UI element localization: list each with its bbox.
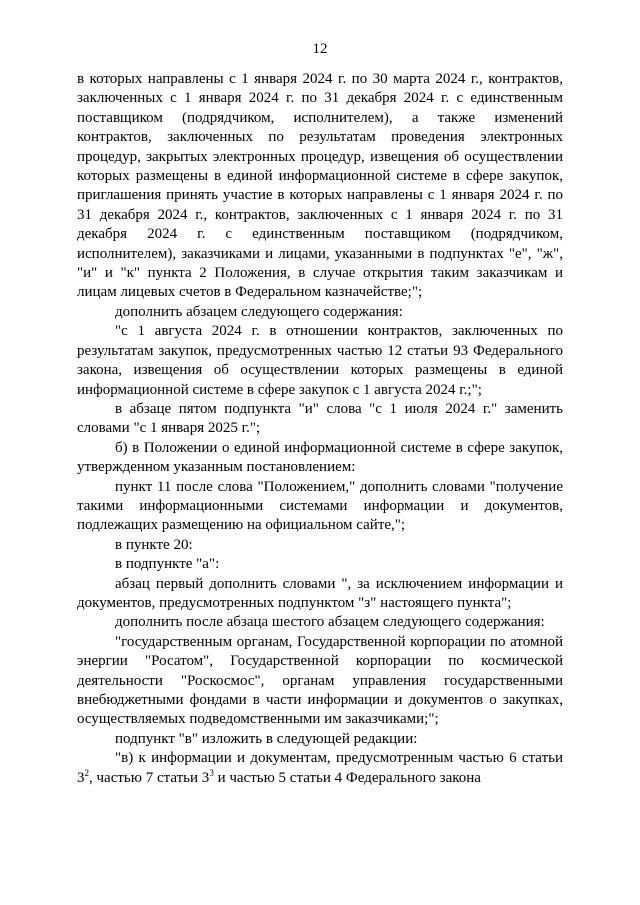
- paragraph: подпункт "в" изложить в следующей редакции:: [115, 730, 418, 747]
- paragraph: "государственным органам, Государственной корпорации по атомной энергии "Росатом", Государственной корпорации по космической деятельности "Роскосмос", органам управления государственными внебюджетными фондами в части информации и документов о закупках, осуществляемых подведомственными им заказчиками;";: [77, 633, 563, 728]
- paragraph: абзац первый дополнить словами ", за исключением информации и документов, предусмотренных подпунктом "з" настоящего пункта";: [77, 575, 563, 611]
- paragraph: в которых направлены с 1 января 2024 г. по 30 марта 2024 г., контрактов, заключенных с 1 января 2024 г. по 31 декабря 2024 г. с единственным поставщиком (подрядчиком, исполнителем), а также изменений контрактов, заключенных по результатам проведения электронных процедур, закрытых электронных процедур, извещения об осуществлении которых размещены в единой информационной системе в сфере закупок, приглашения принять участие в которых направлены с 1 января 2024 г. по 31 декабря 2024 г., контрактов, заключенных с 1 января 2024 г. по 31 декабря 2024 г. с единственным поставщиком (подрядчиком, исполнителем), заказчиками и лицами, указанными в подпунктах "е", "ж", "и" и "к" пункта 2 Положения, в случае открытия таким заказчикам и лицам лицевых счетов в Федеральном казначействе;";: [77, 71, 563, 301]
- text-run: , частью 7 статьи 3: [89, 769, 210, 786]
- paragraph: дополнить абзацем следующего содержания:: [115, 303, 403, 320]
- superscript: 3: [209, 767, 214, 778]
- paragraph-last: [77, 749, 563, 788]
- paragraph: в подпункте "а":: [115, 556, 220, 573]
- page-number: 12: [312, 41, 328, 57]
- paragraph: в пункте 20:: [115, 536, 193, 553]
- paragraph: пункт 11 после слова "Положением," дополнить словами "получение такими информационными системами информации и документов, подлежащих размещению на официальном сайте,";: [77, 478, 563, 534]
- body-text: [77, 70, 563, 788]
- paragraph: в абзаце пятом подпункта "и" слова "с 1 июля 2024 г." заменить словами "с 1 января 2025 г.";: [77, 400, 563, 437]
- paragraph: б) в Положении о единой информационной системе в сфере закупок, утвержденном указанным постановлением:: [77, 439, 563, 476]
- paragraph: "с 1 августа 2024 г. в отношении контрактов, заключенных по результатам закупок, предусмотренных частью 12 статьи 93 Федерального закона, извещения об осуществлении которых размещены в единой информационной системе в сфере закупок с 1 августа 2024 г.;";: [77, 323, 563, 398]
- superscript: 2: [84, 767, 89, 778]
- text-run: и частью 5 статьи 4 Федерального закона: [213, 769, 481, 786]
- text-run: "в) к информации и документам, предусмотренным частью 6 статьи 3: [77, 750, 563, 786]
- paragraph: дополнить после абзаца шестого абзацем следующего содержания:: [115, 614, 545, 631]
